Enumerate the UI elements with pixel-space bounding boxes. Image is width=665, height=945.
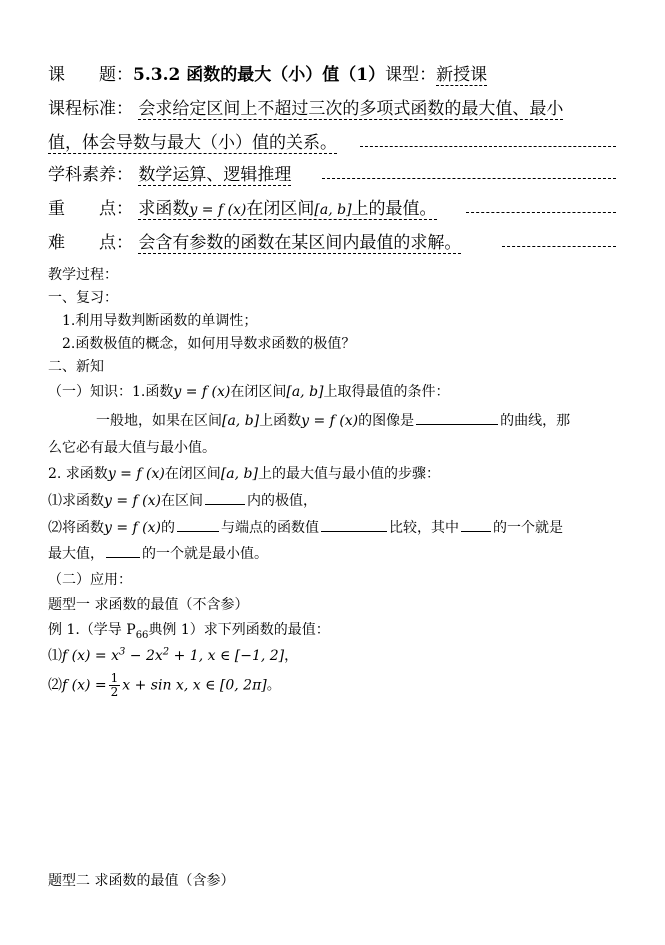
- difficulty-label: 难 点：: [48, 233, 133, 253]
- standard-line-1: [48, 94, 563, 120]
- key-rule: [466, 212, 616, 213]
- lesson-type-value: 新授课: [436, 60, 487, 86]
- knowledge-1-text-2: 么它必有最大值与最小值。: [48, 440, 216, 456]
- standard-label: 课程标准：: [48, 99, 133, 119]
- blank-extrema[interactable]: [177, 517, 219, 532]
- standard-line-2: [48, 128, 337, 154]
- blank-smallest[interactable]: [106, 543, 140, 558]
- standard-text-2: 值，体会导数与最大（小）值的关系。: [48, 128, 337, 154]
- literacy-rule: [322, 178, 616, 179]
- problem-2: ⑵f (x) = $\frac{1}{2}$ x + sin x, x ∈ [0, 2π]。: [48, 671, 281, 699]
- key-line: [48, 194, 437, 220]
- type-2-heading: 题型二 求函数的最值（含参）: [48, 873, 235, 889]
- problem-1: ⑴f $(x) = x^3 - 2x^2 + 1$, x ∈ [−1, 2]，: [48, 646, 299, 664]
- knowledge-2: 2. 求函数y = f (x)在闭区间[a, b]上的最大值与最小值的步骤：: [48, 466, 440, 482]
- example-1: 例 1.（学导 $P_{66}$典例 1）求下列函数的最值：: [48, 622, 330, 641]
- step-2-line-2: 最大值， 的一个就是最小值。: [48, 543, 268, 563]
- new-knowledge-heading: 二、新知: [48, 359, 104, 375]
- literacy-value: 数学运算、逻辑推理: [138, 160, 291, 186]
- teaching-process-heading: 教学过程：: [48, 267, 118, 283]
- standard-rule: [360, 146, 616, 147]
- topic-label: 课 题：: [48, 65, 133, 85]
- blank-largest[interactable]: [461, 517, 491, 532]
- step-1: ⑴求函数y = f (x)在区间 内的极值，: [48, 490, 317, 510]
- fraction-one-half: $\frac{1}{2}$: [110, 671, 119, 699]
- review-item-1: 1.利用导数判断函数的单调性；: [62, 313, 258, 329]
- knowledge-1: （一）知识：1.函数y = f (x)在闭区间[a, b]上取得最值的条件：: [48, 384, 450, 400]
- standard-text-1: 会求给定区间上不超过三次的多项式函数的最大值、最小: [138, 94, 563, 120]
- literacy-line: [48, 160, 291, 186]
- topic-line: [48, 60, 487, 86]
- blank-interval[interactable]: [205, 490, 245, 505]
- review-heading: 一、复习：: [48, 290, 118, 306]
- lesson-type-label: 课型：: [385, 65, 437, 85]
- review-item-2: 2.函数极值的概念，如何用导数求函数的极值？: [62, 336, 356, 352]
- difficulty-value: 会含有参数的函数在某区间内最值的求解。: [138, 228, 461, 254]
- difficulty-line: [48, 228, 461, 254]
- type-1-heading: 题型一 求函数的最值（不含参）: [48, 597, 249, 613]
- blank-endpoint-values[interactable]: [321, 517, 387, 532]
- difficulty-rule: [502, 246, 616, 247]
- application-heading: （二）应用：: [48, 572, 132, 588]
- step-2: ⑵将函数y = f (x)的 与端点的函数值 比较，其中 的一个就是: [48, 517, 563, 537]
- key-label: 重 点：: [48, 199, 133, 219]
- knowledge-1-text: 一般地，如果在区间[a, b]上函数y = f (x)的图像是 的曲线，那: [96, 410, 570, 430]
- blank-curve[interactable]: [416, 410, 498, 425]
- key-value: 求函数y = f (x)在闭区间[a, b]上的最值。: [138, 194, 436, 220]
- topic-value: 5.3.2 函数的最大（小）值（1）: [133, 65, 386, 85]
- literacy-label: 学科素养：: [48, 165, 133, 185]
